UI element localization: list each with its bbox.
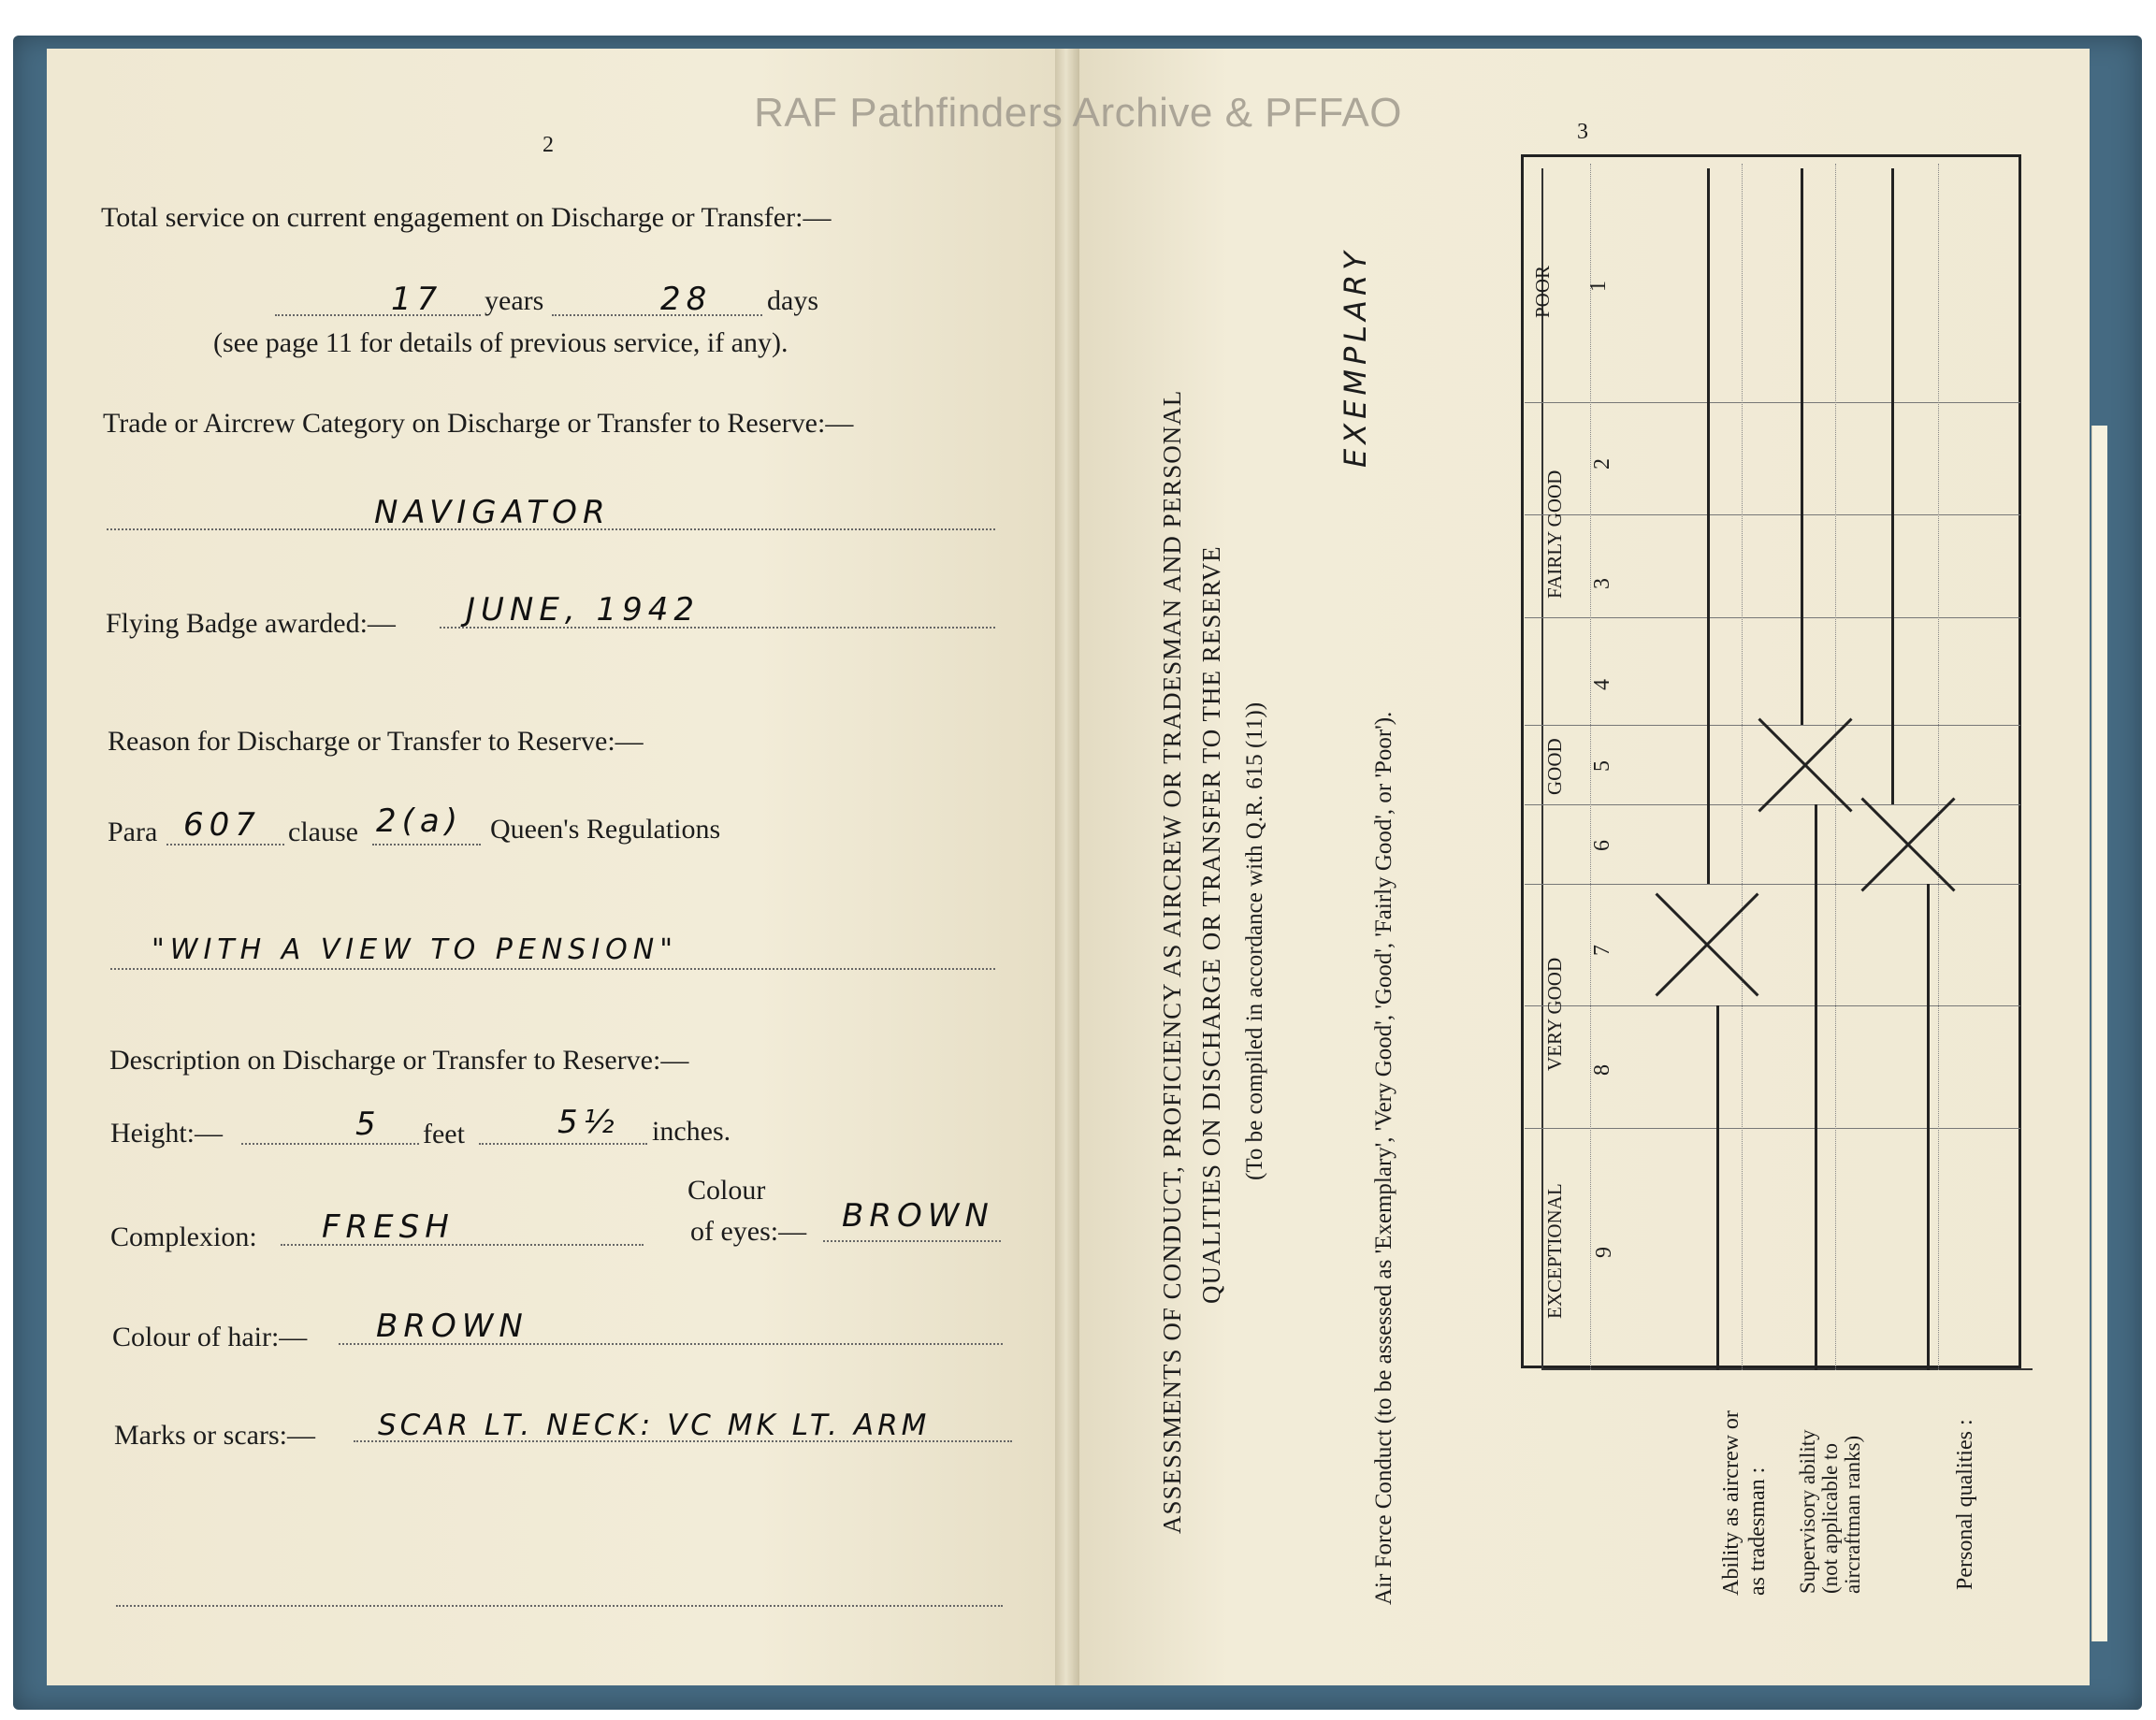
reason-label: Reason for Discharge or Transfer to Reserve:—: [108, 726, 644, 757]
ability-mark-line-lower: [1716, 1005, 1719, 1370]
height-inches-value: 5½: [557, 1104, 620, 1141]
scale-3: 3: [1590, 578, 1614, 589]
row-supervisory-label-2: (not applicable to: [1818, 1443, 1842, 1594]
grade-exceptional: EXCEPTIONAL: [1543, 1183, 1566, 1319]
grade-fairly-good: FAIRLY GOOD: [1543, 470, 1566, 599]
scale-2: 2: [1590, 458, 1614, 470]
height-feet-value: 5: [355, 1106, 382, 1143]
extra-dotted-line: [116, 1605, 1003, 1607]
personal-mark-line-upper: [1891, 168, 1894, 804]
assessment-heading-line-2: QUALITIES ON DISCHARGE OR TRANSFER TO THE RESERVE: [1197, 545, 1225, 1304]
inches-label: inches.: [652, 1116, 731, 1147]
eyes-label-2: of eyes:—: [690, 1216, 807, 1247]
eyes-value: BROWN: [842, 1197, 994, 1235]
grid-line-1-2: [1525, 402, 2020, 403]
right-page-number: 3: [1577, 120, 1588, 144]
row-supervisory-label-3: aircraftman ranks): [1841, 1435, 1864, 1594]
archive-watermark: RAF Pathfinders Archive & PFFAO: [754, 90, 1402, 136]
eyes-dotted-line: [823, 1240, 1001, 1242]
trade-value: NAVIGATOR: [374, 494, 611, 531]
complexion-value: FRESH: [322, 1208, 455, 1246]
scale-4: 4: [1590, 679, 1614, 690]
marks-label: Marks or scars:—: [114, 1420, 315, 1451]
complexion-label: Complexion:: [110, 1221, 257, 1252]
clause-value: 2(a): [376, 802, 463, 840]
reason-dotted-line: [110, 968, 995, 970]
days-value: 28: [660, 281, 713, 318]
eyes-label-1: Colour: [687, 1175, 766, 1206]
days-label: days: [767, 285, 818, 316]
grid-line-2-3: [1525, 514, 2020, 515]
supervisory-mark-line-upper: [1801, 168, 1803, 725]
personal-mark-line-lower: [1927, 884, 1930, 1370]
grade-very-good: VERY GOOD: [1543, 957, 1566, 1071]
grid-column-divider: [1938, 164, 1939, 1370]
feet-dotted-line: [241, 1143, 419, 1145]
conduct-label: Air Force Conduct (to be assessed as 'Exemplary', 'Very Good', 'Good', 'Fairly Good', or 'Poor').: [1371, 711, 1396, 1605]
years-dotted-line: [275, 314, 481, 316]
height-label: Height:—: [110, 1118, 223, 1149]
row-supervisory-label-1: Supervisory ability: [1796, 1429, 1819, 1594]
para-value: 607: [183, 806, 261, 844]
total-service-label: Total service on current engagement on Discharge or Transfer:—: [101, 202, 832, 233]
years-value: 17: [391, 281, 443, 318]
grade-poor: POOR: [1531, 265, 1554, 318]
grid-line-8-9: [1525, 1128, 2020, 1129]
scale-7: 7: [1590, 945, 1614, 956]
grade-good: GOOD: [1543, 738, 1566, 795]
assessment-heading-line-3: (To be compiled in accordance with Q.R. 615 (11)): [1242, 701, 1267, 1180]
supervisory-cross-mark: [1758, 720, 1852, 809]
flying-badge-value: JUNE, 1942: [466, 591, 700, 629]
inches-dotted-line: [479, 1143, 647, 1145]
ability-cross-mark: [1656, 889, 1758, 1001]
description-label: Description on Discharge or Transfer to Reserve:—: [109, 1045, 689, 1076]
hair-value: BROWN: [376, 1308, 528, 1345]
previous-service-note: (see page 11 for details of previous service, if any).: [213, 327, 789, 358]
scale-6: 6: [1590, 840, 1614, 851]
scale-8: 8: [1590, 1064, 1614, 1076]
hair-label: Colour of hair:—: [112, 1322, 308, 1352]
grid-line-3-4: [1525, 617, 2020, 618]
supervisory-mark-line-lower: [1815, 804, 1817, 1370]
row-ability-label-2: as tradesman :: [1745, 1467, 1770, 1596]
grid-column-divider: [1742, 164, 1743, 1370]
feet-label: feet: [423, 1119, 465, 1149]
conduct-value: EXEMPLARY: [1338, 247, 1373, 468]
personal-cross-mark: [1861, 804, 1955, 884]
years-label: years: [485, 285, 544, 316]
grid-line-7-8: [1525, 1005, 2020, 1006]
page-edge: [2091, 426, 2107, 1641]
regulations-label: Queen's Regulations: [490, 814, 721, 845]
para-label: Para: [108, 817, 158, 847]
scale-5: 5: [1590, 760, 1614, 772]
assessment-heading-line-1: ASSESSMENTS OF CONDUCT, PROFICIENCY AS AIRCREW OR TRADESMAN AND PERSONAL: [1158, 389, 1186, 1534]
days-dotted-line: [552, 314, 762, 316]
scale-9: 9: [1592, 1247, 1616, 1258]
clause-label: clause: [288, 817, 358, 847]
row-ability-label-1: Ability as aircrew or: [1719, 1410, 1744, 1596]
trade-label: Trade or Aircrew Category on Discharge or Transfer to Reserve:—: [103, 408, 854, 439]
reason-text: "WITH A VIEW TO PENSION": [152, 933, 679, 966]
left-page-number: 2: [543, 133, 554, 157]
ability-mark-line-upper: [1707, 168, 1710, 884]
scale-1: 1: [1586, 281, 1611, 292]
book-gutter: [1055, 49, 1079, 1685]
marks-value: SCAR LT. NECK: VC MK LT. ARM: [378, 1409, 931, 1442]
clause-dotted-line: [372, 844, 481, 846]
para-dotted-line: [166, 844, 284, 846]
flying-badge-label: Flying Badge awarded:—: [106, 608, 396, 639]
row-personal-label: Personal qualities :: [1953, 1419, 1977, 1590]
